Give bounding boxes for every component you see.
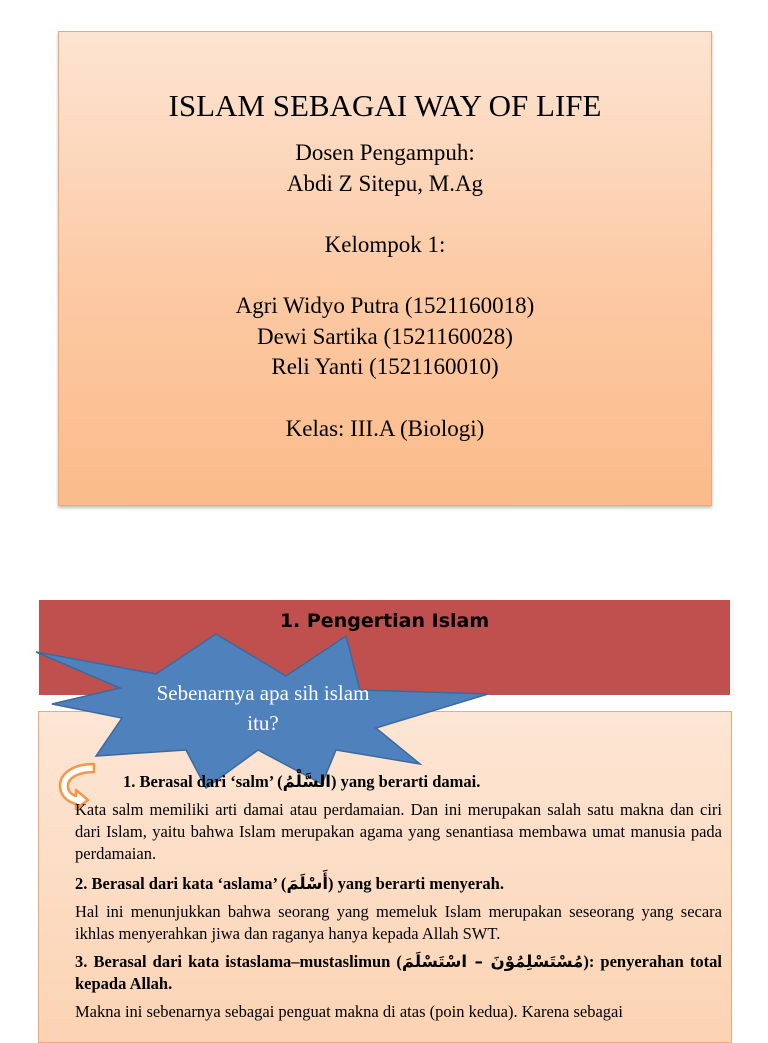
member-3: Reli Yanti (1521160010)	[271, 354, 499, 379]
point-1-heading-end: ) yang berarti damai.	[330, 772, 481, 791]
point-3-arabic: مُسْتَسْلِمُوْنَ – اسْتَسْلَمَ	[401, 952, 584, 971]
point-2-arabic: أَسْلَمَ	[286, 874, 328, 893]
member-1: Agri Widyo Putra (1521160018)	[235, 293, 535, 318]
point-3-body: Makna ini sebenarnya sebagai penguat makna di atas (poin kedua). Karena sebagai	[75, 1002, 623, 1021]
point-1-heading	[75, 771, 722, 793]
point-2-heading-end: ) yang berarti menyerah.	[328, 874, 504, 893]
point-3-heading	[75, 951, 722, 995]
point-2-heading	[75, 873, 722, 895]
point-3-heading-text: 3. Berasal dari kata istaslama–mustaslimun (	[75, 952, 402, 971]
point-1-arabic: السَّلْمُ	[282, 772, 331, 791]
group-label: Kelompok 1:	[324, 232, 446, 257]
point-1-body: Kata salm memiliki arti damai atau perdamaian. Dan ini merupakan salah satu makna dan ciri dari Islam, yaitu bahwa Islam merupakan agama yang senantiasa membawa umat manusia pada perdamaian.	[75, 800, 722, 863]
callout-text: Sebenarnya apa sih islam itu?	[156, 681, 370, 735]
point-3-heading-end: ): penyerahan total kepada Allah.	[75, 952, 722, 993]
section-title: 1. Pengertian Islam	[279, 610, 490, 632]
slide-title: ISLAM SEBAGAI WAY OF LIFE	[168, 88, 602, 123]
member-2: Dewi Sartika (1521160028)	[257, 324, 513, 349]
class-label: Kelas: III.A (Biologi)	[285, 416, 485, 441]
point-2-body: Hal ini menunjukkan bahwa seorang yang memeluk Islam merupakan seseorang yang secara ikhlas menyerahkan jiwa dan raganya hanya kepada Allah SWT.	[75, 902, 722, 943]
title-slide	[58, 31, 712, 506]
point-2-heading-text: 2. Berasal dari kata ‘aslama’ (	[75, 874, 287, 893]
lecturer-name: Abdi Z Sitepu, M.Ag	[286, 171, 484, 196]
lecturer-label: Dosen Pengampuh:	[295, 140, 475, 165]
point-1-heading-text: 1. Berasal dari ‘salm’ (	[123, 772, 283, 791]
